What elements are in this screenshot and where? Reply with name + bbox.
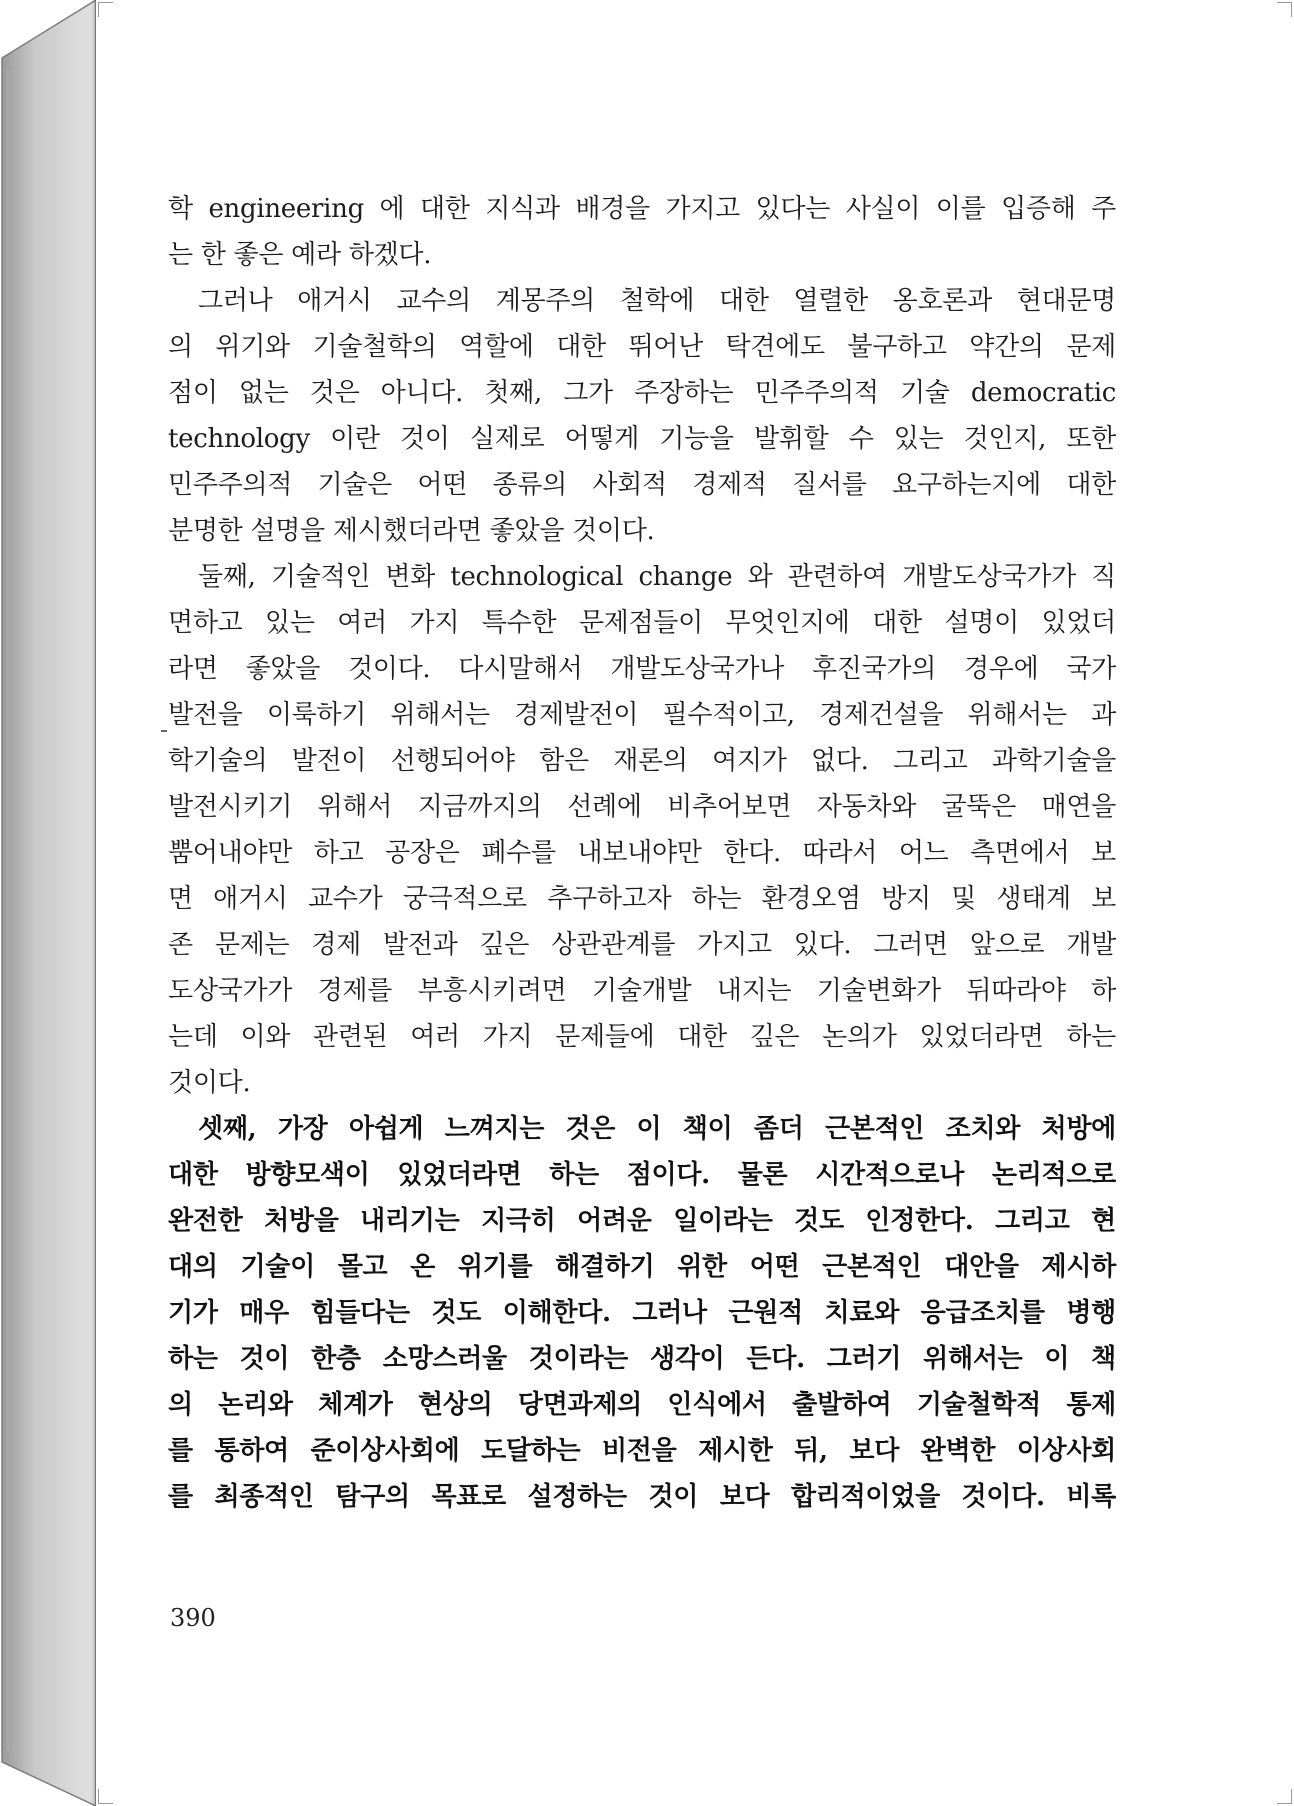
text-line: 의 논리와 체계가 현상의 당면과제의 인식에서 출발하여 기술철학적 통제: [168, 1390, 1116, 1420]
paragraph-start-line: 둘째, 기술적인 변화 technological change 와 관련하여 개발도상국가가 직: [198, 562, 1116, 592]
paragraph-start-line: 그러나 애거시 교수의 계몽주의 철학에 대한 열렬한 옹호론과 현대문명: [198, 286, 1116, 316]
text-line: 학기술의 발전이 선행되어야 함은 재론의 여지가 없다. 그리고 과학기술을: [168, 746, 1116, 776]
text-line: 를 최종적인 탐구의 목표로 설정하는 것이 보다 합리적이었을 것이다. 비록: [168, 1482, 1116, 1512]
text-line: 발전을 이룩하기 위해서는 경제발전이 필수적이고, 경제건설을 위해서는 과: [168, 700, 1116, 730]
text-line: 하는 것이 한층 소망스러울 것이라는 생각이 든다. 그러기 위해서는 이 책: [168, 1344, 1116, 1374]
text-line: 는데 이와 관련된 여러 가지 문제들에 대한 깊은 논의가 있었더라면 하는: [168, 1022, 1116, 1052]
text-line: 분명한 설명을 제시했더라면 좋았을 것이다.: [168, 516, 655, 546]
text-line: 를 통하여 준이상사회에 도달하는 비전을 제시한 뒤, 보다 완벽한 이상사회: [168, 1436, 1116, 1466]
crop-corner-bottom-left: [98, 1789, 113, 1804]
text-line: 민주주의적 기술은 어떤 종류의 사회적 경제적 질서를 요구하는지에 대한: [168, 470, 1116, 500]
text-line: technology 이란 것이 실제로 어떻게 기능을 발휘할 수 있는 것인지, 또한: [168, 424, 1116, 454]
text-line: 완전한 처방을 내리기는 지극히 어려운 일이라는 것도 인정한다. 그리고 현: [168, 1206, 1116, 1236]
crop-corner-top-right: [1277, 2, 1292, 17]
text-line: 존 문제는 경제 발전과 깊은 상관관계를 가지고 있다. 그러면 앞으로 개발: [168, 930, 1116, 960]
text-line: 것이다.: [168, 1068, 251, 1098]
text-line: 점이 없는 것은 아니다. 첫째, 그가 주장하는 민주주의적 기술 democratic: [168, 378, 1116, 408]
text-line: 발전시키기 위해서 지금까지의 선례에 비추어보면 자동차와 굴뚝은 매연을: [168, 792, 1116, 822]
margin-mark: [161, 730, 167, 732]
book-spine: [0, 0, 100, 1806]
text-line: 대의 기술이 몰고 온 위기를 해결하기 위한 어떤 근본적인 대안을 제시하: [168, 1252, 1116, 1282]
text-line: 대한 방향모색이 있었더라면 하는 점이다. 물론 시간적으로나 논리적으로: [168, 1160, 1116, 1190]
text-line: 는 한 좋은 예라 하겠다.: [168, 240, 432, 270]
text-line: 의 위기와 기술철학의 역할에 대한 뛰어난 탁견에도 불구하고 약간의 문제: [168, 332, 1116, 362]
text-line: 뿜어내야만 하고 공장은 폐수를 내보내야만 한다. 따라서 어느 측면에서 보: [168, 838, 1116, 868]
text-line: 기가 매우 힘들다는 것도 이해한다. 그러나 근원적 치료와 응급조치를 병행: [168, 1298, 1116, 1328]
text-line: 면하고 있는 여러 가지 특수한 문제점들이 무엇인지에 대한 설명이 있었더: [168, 608, 1116, 638]
text-line: 라면 좋았을 것이다. 다시말해서 개발도상국가나 후진국가의 경우에 국가: [168, 654, 1116, 684]
book-spine-graphic: [0, 0, 100, 1806]
crop-corner-bottom-right: [1277, 1789, 1292, 1804]
text-line: 면 애거시 교수가 궁극적으로 추구하고자 하는 환경오염 방지 및 생태계 보: [168, 884, 1116, 914]
text-line: 도상국가가 경제를 부흥시키려면 기술개발 내지는 기술변화가 뒤따라야 하: [168, 976, 1116, 1006]
text-line: 학 engineering 에 대한 지식과 배경을 가지고 있다는 사실이 이를 입증해 주: [168, 194, 1116, 224]
crop-corner-top-left: [98, 2, 113, 17]
page-number: 390: [170, 1604, 216, 1632]
paragraph-start-line: 셋째, 가장 아쉽게 느껴지는 것은 이 책이 좀더 근본적인 조치와 처방에: [198, 1114, 1116, 1144]
